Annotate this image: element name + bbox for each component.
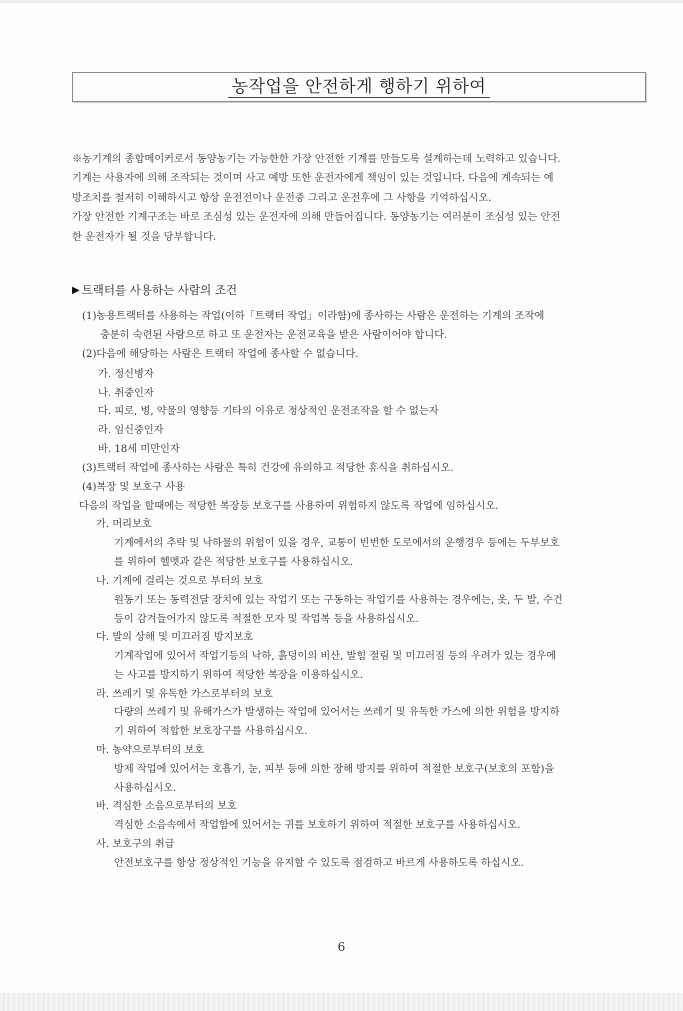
page-title: 농작업을 안전하게 행하기 위하여 xyxy=(228,77,491,98)
list-item: 는 사고를 방지하기 위하여 적당한 복장을 이용하십시오. xyxy=(114,670,364,681)
list-item: 기계작업에 있어서 작업기등의 낙하, 흙덩이의 비산, 발힘 절림 및 미끄러짐 등의 우려가 있는 경우에 xyxy=(114,651,557,662)
intro-line: 방조치를 철저히 이해하시고 항상 운전전이나 운전중 그리고 운전후에 그 사항을 기억하십시오. xyxy=(72,192,492,204)
list-item: 사용하십시오. xyxy=(114,783,177,794)
scan-border-bottom xyxy=(0,993,683,1011)
list-item: 다량의 쓰레기 및 유해가스가 발생하는 작업에 있어서는 쓰레기 및 유독한 가스에 의한 위험을 방지하 xyxy=(114,707,560,718)
list-item: 방제 작업에 있어서는 호흡기, 눈, 피부 등에 의한 장해 방지를 위하여 적절한 보호구(보호의 포함)을 xyxy=(114,764,555,775)
list-item: 다. 피로, 병, 약물의 영향등 기타의 이유로 정상적인 운전조작을 할 수 없는자 xyxy=(98,406,439,417)
list-item: (2)다음에 해당하는 사람은 트랙터 작업에 종사할 수 없습니다. xyxy=(82,349,359,360)
title-box xyxy=(72,72,646,102)
intro-line: 한 운전자가 될 것을 당부합니다. xyxy=(72,231,217,243)
intro-line: ※농기계의 종합메이커로서 동양농기는 가능한한 가장 안전한 기계를 만들도록 설계하는데 노력하고 있습니다. xyxy=(72,154,561,165)
list-item: 나. 취중인자 xyxy=(98,388,154,399)
triangle-bullet-icon: ▶ xyxy=(72,284,80,296)
section-heading-text: 트랙터를 사용하는 사람의 조건 xyxy=(81,283,238,297)
list-item: 원동기 또는 동력전달 장치에 있는 작업기 또는 구동하는 작업기를 사용하는 경우에는, 옷, 두 발, 수건 xyxy=(114,595,563,606)
list-item: 안전보호구를 항상 정상적인 기능을 유지할 수 있도록 점검하고 바르게 사용하도록 하십시오. xyxy=(114,858,524,869)
list-item: 사. 보호구의 취급 xyxy=(96,839,175,850)
list-item: 다음의 작업을 할때에는 적당한 복장등 보호구를 사용하여 위험하지 않도록 작업에 임하십시오. xyxy=(79,501,499,512)
list-item: 다. 발의 상해 및 미끄러짐 방지보호 xyxy=(96,632,254,643)
list-item: 기 위하여 적합한 보호장구를 사용하십시오. xyxy=(114,726,308,737)
list-item: 가. 정신병자 xyxy=(98,369,154,380)
list-item: 바. 격심한 소음으로부터의 보호 xyxy=(96,801,237,812)
list-item: (3)트랙터 작업에 종사하는 사람은 특히 건강에 유의하고 적당한 휴식을 취하십시오. xyxy=(82,463,454,474)
list-item: 바. 18세 미만인자 xyxy=(98,444,180,455)
scan-border-top xyxy=(0,0,683,3)
list-item: 충분히 숙련된 사람으로 하고 또 운전자는 운전교육을 받은 사람이어야 합니다. xyxy=(100,330,448,341)
intro-line: 가장 안전한 기계구조는 바로 조심성 있는 운전자에 의해 만들어집니다. 동양농기는 여러분이 조심성 있는 안전 xyxy=(72,212,561,224)
list-item: 라. 임신중인자 xyxy=(98,425,164,436)
list-item: 기계에서의 추락 및 낙하물의 위험이 있을 경우, 교통이 빈번한 도로에서의 운행경우 등에는 두부보호 xyxy=(114,538,560,549)
list-item: 라. 쓰레기 및 유독한 가스로부터의 보호 xyxy=(96,689,273,700)
list-item: 등이 감겨들어가지 않도록 적절한 모자 및 작업복 등을 사용하십시오. xyxy=(114,614,419,625)
intro-line: 기계는 사용자에 의해 조작되는 것이며 사고 예방 또한 운전자에게 책임이 있는 것입니다. 다음에 계속되는 예 xyxy=(72,173,554,185)
list-item: (1)농용트랙터를 사용하는 작업(이하「트랙터 작업」이라함)에 종사하는 사람은 운전하는 기계의 조작에 xyxy=(82,311,545,322)
list-item: (4)복장 및 보호구 사용 xyxy=(82,482,185,493)
list-item: 마. 농약으로부터의 보호 xyxy=(96,745,205,756)
page-number: 6 xyxy=(337,940,346,954)
section-heading xyxy=(72,282,237,298)
list-item: 를 위하여 헬멧과 같은 적당한 보호구를 사용하십시오. xyxy=(114,557,354,568)
list-item: 격심한 소음속에서 작업함에 있어서는 귀를 보호하기 위하여 적절한 보호구를 사용하십시오. xyxy=(114,820,521,831)
intro-paragraph xyxy=(72,150,644,247)
list-item: 가. 머리보호 xyxy=(96,519,152,530)
list-item: 나. 기계에 걸리는 것으로 부터의 보호 xyxy=(96,576,264,587)
